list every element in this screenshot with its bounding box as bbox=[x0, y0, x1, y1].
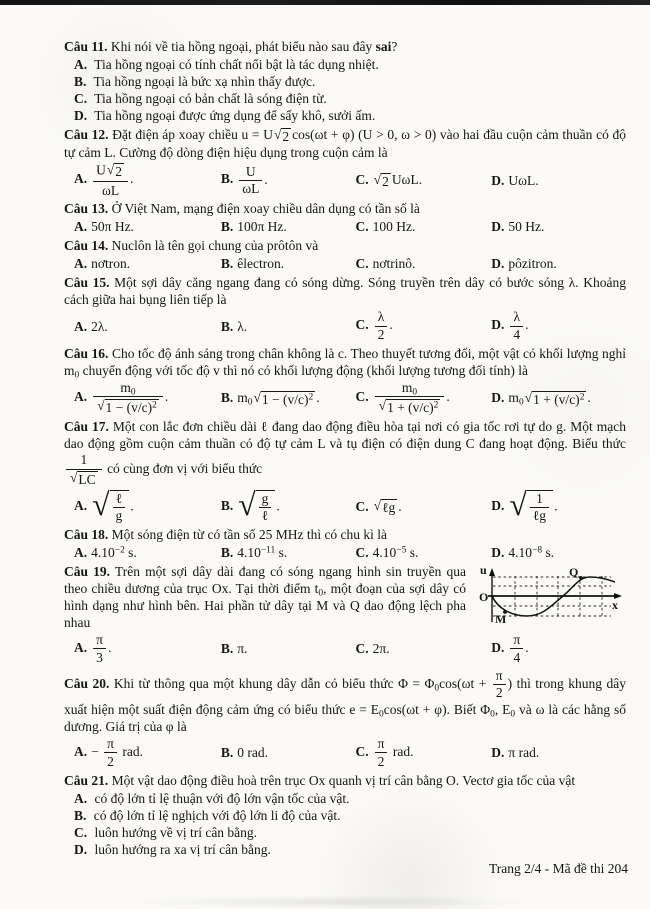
question-number: Câu 21. bbox=[64, 772, 109, 788]
square-root: √ ℓg bbox=[373, 498, 396, 516]
option-label: A. bbox=[74, 256, 88, 272]
fraction: $\frac{\lambda}{4}$ bbox=[510, 310, 523, 342]
option-D: D. $4.10^{-8}$ s. bbox=[491, 545, 555, 561]
question-18 bbox=[64, 526, 626, 561]
question-stem: Câu 16. Cho tốc độ ánh sáng trong chân không là c. Theo thuyết tương đối, một vật có khối lượng nghỉ $m_0$ chuyển động với tốc độ v thì nó có khối lượng động (khối lượng tương đối tính) là bbox=[64, 345, 627, 381]
option-C: C. √ ℓg . bbox=[355, 498, 402, 516]
option-label: D. bbox=[74, 841, 88, 857]
option-B: B. π. bbox=[220, 641, 248, 657]
option-label: A. bbox=[74, 743, 88, 759]
options bbox=[64, 632, 626, 666]
option-B: B. êlectron. bbox=[220, 256, 285, 272]
scan-top-edge bbox=[0, 0, 650, 5]
option-D: D. $m_0$ √ $1 + (v/c)^2$ . bbox=[491, 389, 591, 408]
option-label: B. bbox=[74, 807, 87, 823]
question-number: Câu 16. bbox=[64, 345, 109, 361]
option-label: B. bbox=[220, 318, 234, 334]
question-stem: Câu 13. Ở Việt Nam, mạng điện xoay chiều dân dụng có tần số là bbox=[64, 201, 420, 217]
options bbox=[64, 486, 626, 525]
axis-label-x: x bbox=[612, 598, 618, 613]
page-footer: Trang 2/4 - Mã đề thi 204 bbox=[489, 861, 628, 876]
square-root: √ LC bbox=[70, 470, 96, 488]
question-stem: Câu 12. Đặt điện áp xoay chiều u = U √ 2 cos(ωt + φ) (U > 0, ω > 0) vào hai đầu cuộn cảm thuần có độ tự cảm L. Cường độ dòng điện hiệu dụng trong cuộn cảm là bbox=[64, 126, 626, 161]
option-label: C. bbox=[74, 91, 88, 106]
option-B: B. 0 rad. bbox=[220, 745, 268, 761]
option-label: B. bbox=[220, 390, 234, 406]
options bbox=[64, 380, 626, 416]
question-20 bbox=[64, 668, 626, 770]
option-D: D. luôn hướng ra xa vị trí cân bằng. bbox=[74, 841, 271, 857]
point-label-Q: Q bbox=[569, 565, 579, 580]
square-root: √ $1 + (v/c)^2$ bbox=[378, 397, 439, 415]
option-A: A. 2λ. bbox=[74, 318, 108, 334]
option-label: C. bbox=[355, 641, 369, 657]
question-13 bbox=[64, 200, 626, 235]
option-label: A. bbox=[74, 790, 88, 806]
option-D: D. Tia hồng ngoại được ứng dụng để sấy khô, sưởi ấm. bbox=[74, 108, 376, 123]
square-root: √ $\frac{1}{\text{ℓg}}$ bbox=[509, 490, 553, 525]
option-label: A. bbox=[74, 171, 88, 187]
question-stem: u O x M Q Câu 19. Trên một sợi dây dài đang có sóng ngang hình sin truyền qua theo chiều dương của trục Ox. Tại thời điểm $t_0$, một đoạn của sợi dây có hình dạng như hình bên. Hai phần tử dây tại M và Q dao động lệch pha nhau bbox=[64, 563, 626, 631]
option-label: A. bbox=[74, 318, 88, 334]
question-stem: Câu 11. Khi nói về tia hồng ngoại, phát biểu nào sau đây sai? bbox=[64, 39, 398, 54]
fraction: $\frac{\pi}{2}$ bbox=[375, 737, 388, 769]
option-label: D. bbox=[491, 317, 505, 333]
question-stem: Câu 20. Khi từ thông qua một khung dây dẫn có biểu thức $\Phi = \Phi_0\cos(\omega t$ + $\frac{\pi}{2}$ ) thì trong khung dây xuất hiện một suất điện động cảm ứng có biểu thức $e = E_0\cos(\omega t + \varphi)$. Biết $\Phi_0$, $E_0$ và ω là các hằng số dương. Giá trị của φ là bbox=[64, 667, 626, 735]
origin-label: O bbox=[479, 590, 489, 605]
question-number: Câu 18. bbox=[64, 527, 109, 543]
option-B: B. $4.10^{-11}$ s. bbox=[220, 545, 288, 561]
fraction: U √ 2 ωL bbox=[93, 163, 128, 197]
questions bbox=[64, 38, 626, 860]
options bbox=[64, 255, 626, 272]
options bbox=[64, 544, 626, 561]
question-11 bbox=[64, 38, 626, 124]
option-C: C. nơtrinô. bbox=[355, 256, 416, 272]
options bbox=[64, 162, 626, 198]
option-C: C. Tia hồng ngoại có bản chất là sóng điện từ. bbox=[74, 91, 327, 106]
option-C: C. $\frac{\lambda}{2}$ . bbox=[355, 309, 393, 343]
question-number: Câu 17. bbox=[64, 419, 109, 435]
question-number: Câu 15. bbox=[64, 275, 110, 291]
option-C: C. $4.10^{-5}$ s. bbox=[355, 545, 419, 561]
option-label: C. bbox=[355, 256, 369, 272]
option-B: B. √ $\frac{g}{\text{ℓ}}$ . bbox=[220, 486, 280, 524]
question-17 bbox=[64, 418, 626, 524]
option-C: C. $m_0$ √ $1 + (v/c)^2$ . bbox=[355, 379, 450, 415]
option-A: A. $m_0$ √ $1 - (v/c)^2$ . bbox=[74, 379, 169, 415]
point-Q-dot bbox=[579, 576, 583, 580]
question-number: Câu 13. bbox=[64, 201, 109, 217]
option-label: C. bbox=[355, 172, 369, 188]
question-number: Câu 20. bbox=[64, 675, 110, 691]
question-21 bbox=[64, 772, 626, 858]
option-D: D. $\frac{\lambda}{4}$ . bbox=[491, 309, 529, 343]
axis-label-u: u bbox=[480, 565, 487, 578]
option-label: D. bbox=[491, 172, 505, 188]
option-A: A. Tia hồng ngoại có tính chất nổi bật là tác dụng nhiệt. bbox=[74, 57, 379, 72]
question-16 bbox=[64, 345, 626, 416]
option-C: C. luôn hướng về vị trí cân bằng. bbox=[74, 824, 258, 840]
option-label: D. bbox=[491, 745, 505, 761]
option-B: B. Tia hồng ngoại là bức xạ nhìn thấy được. bbox=[74, 74, 316, 89]
option-A: A. √ $\frac{\text{ℓ}}{g}$ . bbox=[74, 486, 134, 524]
square-root: √ 2 bbox=[106, 162, 123, 180]
question-number: Câu 11. bbox=[64, 39, 108, 54]
option-label: D. bbox=[491, 219, 505, 235]
fraction: 1 √ LC bbox=[66, 453, 102, 487]
option-label: B. bbox=[220, 219, 234, 235]
wave-figure bbox=[478, 565, 626, 631]
option-D: D. π rad. bbox=[491, 745, 540, 761]
option-label: C. bbox=[355, 743, 369, 759]
question-15 bbox=[64, 274, 626, 343]
option-B: B. λ. bbox=[220, 318, 248, 334]
fraction: $\frac{\pi}{2}$ bbox=[493, 669, 506, 701]
option-label: B. bbox=[220, 745, 234, 761]
option-C: C. √ 2 UωL. bbox=[355, 171, 423, 189]
option-B: B. $m_0$ √ $1 - (v/c)^2$ . bbox=[220, 389, 320, 408]
option-label: B. bbox=[220, 545, 234, 561]
option-label: D. bbox=[491, 639, 505, 655]
question-14 bbox=[64, 237, 626, 272]
question-stem: Câu 17. Một con lắc đơn chiều dài ℓ đang dao động điều hòa tại nơi có gia tốc rơi tự do g. Một mạch dao động gồm cuộn cảm thuần có độ tự cảm L và tụ điện có điện dung C đang hoạt động. Biểu thức 1 √ LC có cùng đơn vị với biểu thức bbox=[64, 419, 626, 488]
option-label: A. bbox=[74, 497, 88, 513]
fraction: $\frac{\text{ℓ}}{g}$ bbox=[113, 492, 126, 524]
option-label: C. bbox=[355, 498, 369, 514]
option-label: D. bbox=[491, 390, 505, 406]
options bbox=[64, 790, 626, 858]
option-label: C. bbox=[355, 219, 369, 235]
options bbox=[64, 309, 626, 343]
option-label: D. bbox=[74, 108, 88, 123]
fraction: $m_0$ √ $1 - (v/c)^2$ bbox=[93, 381, 163, 415]
square-root: √ $1 - (v/c)^2$ bbox=[97, 397, 157, 415]
option-C: C. $\frac{\pi}{2}$ rad. bbox=[355, 736, 414, 769]
question-12 bbox=[64, 126, 626, 198]
options bbox=[64, 218, 626, 235]
question-number: Câu 14. bbox=[64, 238, 109, 254]
option-label: C. bbox=[355, 317, 369, 333]
option-B: B. có độ lớn tỉ lệ nghịch với độ lớn li độ của vật. bbox=[74, 807, 341, 823]
fraction: $\frac{\pi}{3}$ bbox=[93, 633, 106, 665]
option-D: D. UωL. bbox=[491, 172, 539, 188]
option-D: D. 50 Hz. bbox=[491, 219, 545, 235]
option-A: A. − $\frac{\pi}{2}$ rad. bbox=[74, 736, 143, 769]
option-D: D. √ $\frac{1}{\text{ℓg}}$ . bbox=[491, 486, 558, 524]
square-root: √ 2 bbox=[273, 126, 290, 144]
option-label: B. bbox=[220, 256, 234, 272]
point-label-M: M bbox=[495, 612, 507, 627]
question-stem: Câu 14. Nuclôn là tên gọi chung của prôtôn và bbox=[64, 238, 319, 254]
option-label: D. bbox=[491, 256, 505, 272]
fraction: $m_0$ √ $1 + (v/c)^2$ bbox=[375, 381, 445, 415]
square-root: √ $1 + (v/c)^2$ bbox=[524, 389, 585, 407]
option-A: A. nơtron. bbox=[74, 256, 131, 272]
square-root: √ $\frac{g}{\text{ℓ}}$ bbox=[238, 490, 275, 525]
option-label: A. bbox=[74, 639, 88, 655]
fraction: $\frac{U}{\omega L}$ bbox=[239, 165, 262, 197]
option-label: A. bbox=[74, 57, 88, 72]
option-B: B. 100π Hz. bbox=[220, 219, 287, 235]
option-A: A. có độ lớn tỉ lệ thuận với độ lớn vận tốc của vật. bbox=[74, 790, 350, 806]
option-label: C. bbox=[355, 389, 369, 405]
option-label: A. bbox=[74, 545, 88, 561]
option-label: B. bbox=[220, 497, 234, 513]
scan-smudge bbox=[120, 897, 540, 907]
option-label: B. bbox=[74, 74, 87, 89]
fraction: $\frac{\lambda}{2}$ bbox=[375, 310, 388, 342]
option-D: D. $\frac{\pi}{4}$ . bbox=[491, 632, 529, 665]
option-C: C. 2π. bbox=[355, 641, 390, 657]
option-label: A. bbox=[74, 219, 88, 235]
option-A: A. 50π Hz. bbox=[74, 219, 134, 235]
option-label: B. bbox=[220, 171, 234, 187]
question-19 bbox=[64, 563, 626, 666]
question-stem: Câu 18. Một sóng điện từ có tần số 25 MHz thì có chu kì là bbox=[64, 527, 388, 543]
options bbox=[64, 56, 626, 124]
option-C: C. 100 Hz. bbox=[355, 219, 416, 235]
options bbox=[64, 736, 626, 770]
u-axis-arrow bbox=[489, 568, 495, 576]
option-A: A. U √ 2 ωL . bbox=[74, 162, 134, 198]
option-label: C. bbox=[74, 824, 88, 840]
square-root: √ 2 bbox=[373, 171, 389, 189]
option-B: B. $\frac{U}{\omega L}$ . bbox=[220, 163, 268, 197]
fraction: $\frac{\pi}{2}$ bbox=[104, 737, 117, 769]
fraction: $\frac{g}{\text{ℓ}}$ bbox=[259, 492, 272, 524]
option-A: A. $\frac{\pi}{3}$ . bbox=[74, 632, 112, 665]
option-label: D. bbox=[491, 545, 505, 561]
option-label: D. bbox=[491, 497, 505, 513]
option-A: A. $4.10^{-2}$ s. bbox=[74, 545, 137, 561]
option-label: C. bbox=[355, 545, 369, 561]
option-D: D. pôzitron. bbox=[491, 256, 557, 272]
question-stem: Câu 21. Một vật dao động điều hoà trên trục Ox quanh vị trí cân bằng O. Vectơ gia tốc của vật bbox=[64, 772, 576, 788]
square-root: √ $1 - (v/c)^2$ bbox=[253, 389, 314, 407]
square-root: √ $\frac{\text{ℓ}}{g}$ bbox=[92, 490, 129, 525]
option-label: B. bbox=[220, 641, 234, 657]
fraction: $\frac{\pi}{4}$ bbox=[510, 633, 523, 665]
option-label: A. bbox=[74, 389, 88, 405]
fraction: $\frac{1}{\text{ℓg}}$ bbox=[530, 492, 549, 524]
question-number: Câu 19. bbox=[64, 564, 111, 580]
question-stem: Câu 15. Một sợi dây căng ngang đang có sóng dừng. Sóng truyền trên dây có bước sóng λ. Khoảng cách giữa hai bụng liên tiếp là bbox=[64, 275, 626, 308]
question-number: Câu 12. bbox=[64, 127, 109, 142]
